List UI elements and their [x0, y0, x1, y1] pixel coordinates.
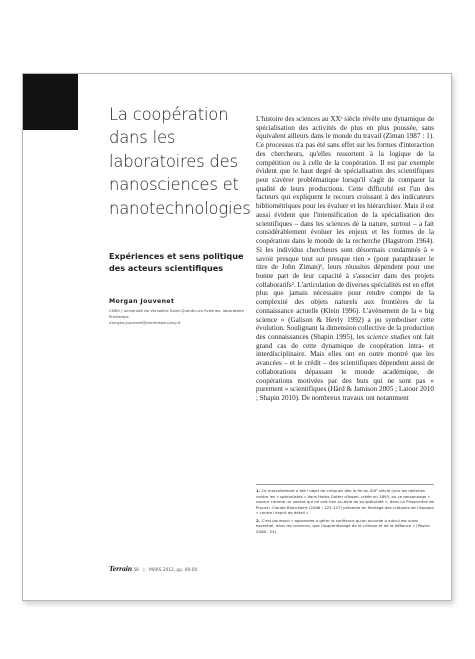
- body-text-part-2: ont fait grand cas de cette dynamique de coopération intra- et interdisciplinaire. Mais elles ont en outre montré que les avancées – et le crédit – des scientifiques dépendent aussi de collaborations dépassant le monde académique, de coopérations motivées par des buts qui ne sont pas « purement » scientifiques (Hård & Jamison 2005 ; Latour 2010 ; Shapin 2010). De nombreux travaux ont notamment: [256, 332, 434, 402]
- article-subtitle: Expériences et sens politique des acteurs scientifiques: [109, 251, 244, 273]
- decorative-corner-square: [22, 73, 78, 130]
- journal-issue: 58: [133, 568, 139, 573]
- footnotes: [256, 488, 434, 536]
- footnote-2: [256, 518, 434, 535]
- footer-separator: |: [143, 568, 145, 573]
- body-italic-term: science studies: [367, 332, 411, 341]
- footnote-text: C'est pourquoi « apprendre à gérer la confiance qu'on accorde à autrui est aussi essentiel, dans les sciences, que l'apprentissage de la critique et de la défiance » (Pestre 2006 : 24).: [256, 517, 430, 534]
- article-title: La coopération dans les laboratoires des nanosciences et nanotechnologies: [109, 105, 251, 218]
- author-name: Morgan Jouvenet: [109, 298, 175, 305]
- journal-name: Terrain: [109, 564, 133, 573]
- footnote-1: [256, 488, 434, 516]
- article-page: [22, 73, 452, 601]
- footer-comma: ,: [173, 568, 177, 573]
- journal-footer: [109, 564, 309, 573]
- author-affiliation: CNRS / université de Versailles Saint-Quentin-en-Yvelines, laboratoire Printemps: [109, 308, 244, 319]
- footnote-text: Ce morcellement a fait l'objet de critiques dès la fin du XIXᵉ siècle (voir les railleries contre les « spécialistes » dans Herbs Gotter d'Ibsen, créée en 1893, ou ce personnage « noceur comme un savant qui ne voit rien au-delà de sa spécialité », dans La Prisonnière de Proust). Claude Blanckaert (2006 : 125-127) présente en florilège des critiques de l'époque « contre l'esprit de détail ».: [256, 488, 434, 515]
- author-email: morgan.jouvenet@printemps.uvsq.fr: [109, 319, 181, 325]
- body-text: [256, 115, 434, 403]
- author-block: [109, 298, 259, 325]
- journal-date: MARS 2012: [149, 568, 174, 573]
- body-text-part-1: L'histoire des sciences au XXᵉ siècle révèle une dynamique de spécialisation des activités de plus en plus poussée, sans équivalent ailleurs dans le monde du travail (Ziman 1987 : 1). Ce processus n'a pas été sans effet sur les formes d'interaction des chercheurs, qu'elles ressortent à la logique de la compétition ou à celle de la coopération. Il est par exemple évident que le haut degré de spécialisation des scientifiques peut s'avérer problématique lorsqu'il s'agit de comparer la qualité de leurs productions. Cette difficulté est l'un des facteurs qui expliquent le recours croissant à des indicateurs bibliométriques pour les évaluer et les hiérarchiser. Mais il est aussi évident que l'intensification de la spécialisation des scientifiques – dans les sciences de la nature, surtout – a fait considérablement évoluer les enjeux et les formes de la coopération dans le monde de la recherche (Hagstrom 1964). Si les individus chercheurs sont désormais condamnés à « savoir presque tout sur presque rien » (pour paraphraser le titre de John Ziman)¹, leurs réussites dépendent pour une bonne part de leur capacité à s'associer dans des projets collaboratifs². L'articulation de diverses spécialités est en effet plus que jamais nécessaire pour rendre compte de la complexité des objets naturels aux frontières de la connaissance actuelle (Klein 1996). L'avènement de la « big science » (Galison & Hevly 1992) a pu symboliser cette évolution. Soulignant la dimension collective de la production des connaissances (Shapin 1995), les: [256, 115, 434, 341]
- footnote-number: 1.: [256, 488, 261, 493]
- journal-pages: pp. 00-00: [176, 568, 198, 573]
- footnote-divider: [256, 484, 434, 485]
- footnote-number: 2.: [256, 517, 261, 523]
